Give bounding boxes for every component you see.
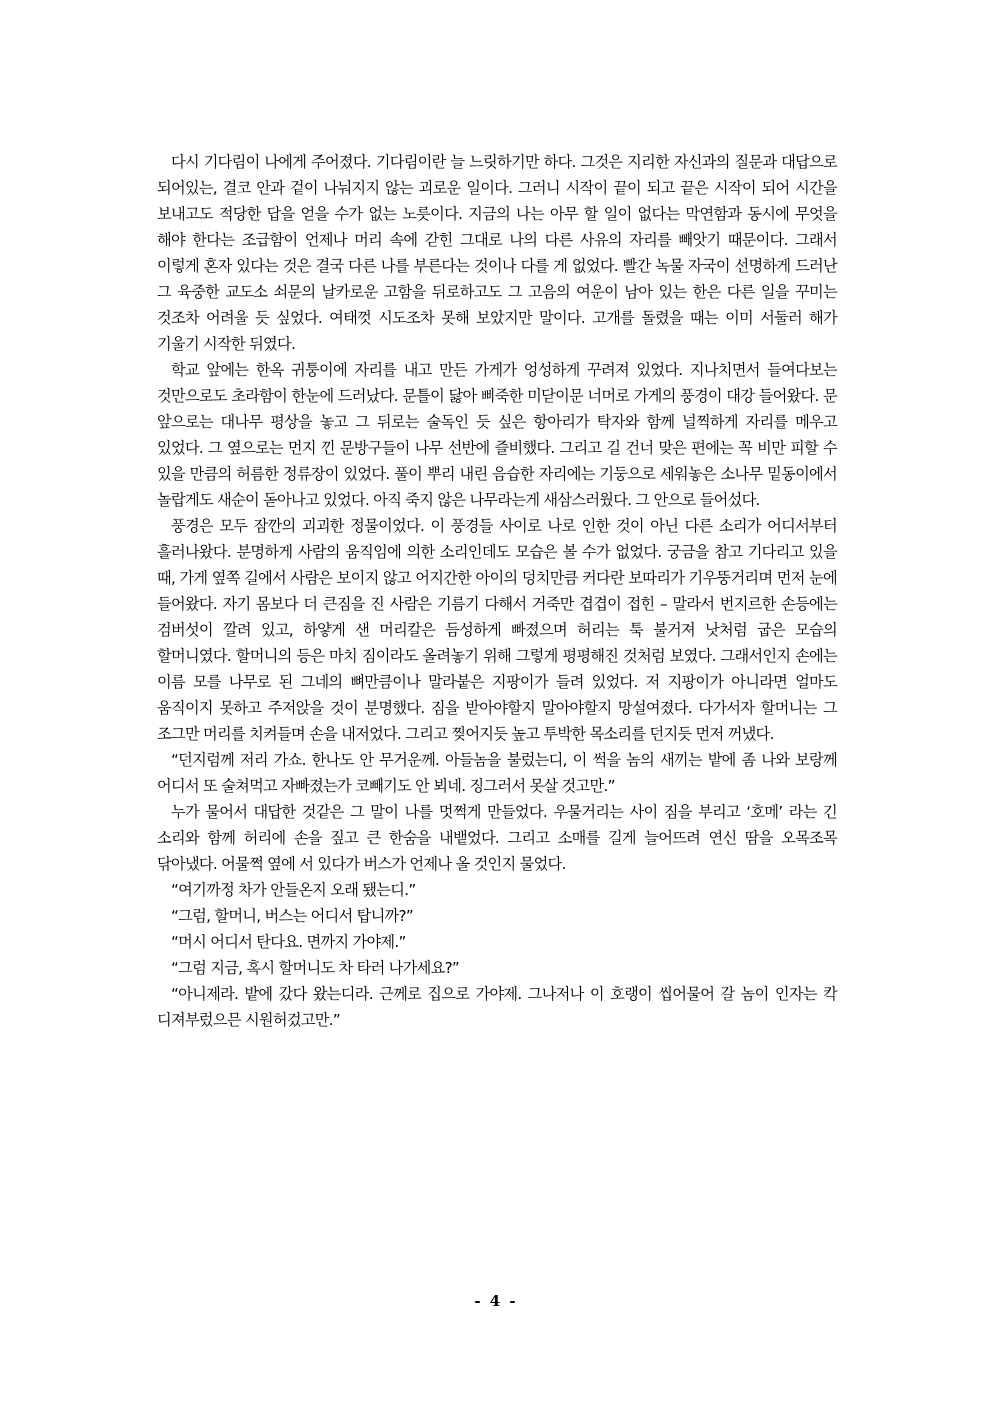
dialogue-line: “그럼, 할머니, 버스는 어디서 탑니까?” <box>171 907 414 925</box>
body-paragraph: 학교 앞에는 한옥 귀퉁이에 자리를 내고 만든 가게가 엉성하게 꾸려져 있었다. 지나치면서 들여다보는 것만으로도 초라함이 한눈에 드러났다. 문틀이 닳아 삐죽한 미닫이문 너머로 가게의 풍경이 대강 들어왔다. 문 앞으로는 대나무 평상을 놓고 그 뒤로는 술독인 듯 싶은 항아리가 탁자와 함께 널찍하게 자리를 메우고 있었다. 그 옆으로는 먼지 낀 문방구들이 나무 선반에 즐비했다. 그리고 길 건너 맞은 편에는 꼭 비만 피할 수 있을 만큼의 허름한 정류장이 있었다. 풀이 뿌리 내린 음습한 자리에는 기둥으로 세워놓은 소나무 밑동이에서 놀랍게도 새순이 돋아나고 있었다. 아직 죽지 않은 나무라는게 새삼스러웠다. 그 안으로 들어섰다. <box>157 361 837 509</box>
dialogue-line: “그럼 지금, 혹시 할머니도 차 타러 나가세요?” <box>171 959 460 977</box>
dialogue-line: “여기까정 차가 안들온지 오래 됐는디.” <box>171 881 416 899</box>
page-number: - 4 - <box>474 1292 518 1310</box>
dialogue-paragraph: “던지럼께 저리 가쇼. 한나도 안 무거운께. 아들놈을 불렀는디, 이 썩을 놈의 새끼는 밭에 좀 나와 보랑께 어디서 또 술쳐먹고 자빠졌는가 코빼기도 안 뵈네. 징그러서 못살 것고만.” <box>157 751 837 795</box>
body-paragraph: 풍경은 모두 잠깐의 괴괴한 정물이었다. 이 풍경들 사이로 나로 인한 것이 아닌 다른 소리가 어디서부터 흘러나왔다. 분명하게 사람의 움직임에 의한 소리인데도 모습은 볼 수가 없었다. 궁금을 참고 기다리고 있을 때, 가게 옆쪽 길에서 사람은 보이지 않고 어지간한 아이의 덩치만큼 커다란 보따리가 기우뚱거리며 먼저 눈에 들어왔다. 자기 몸보다 더 큰짐을 진 사람은 기름기 다해서 거죽만 겹겹이 접힌 – 말라서 번지르한 손등에는 검버섯이 깔려 있고, 하얗게 샌 머리칼은 듬성하게 빠졌으며 허리는 툭 불거져 낫처럼 굽은 모습의 할머니였다. 할머니의 등은 마치 짐이라도 올려놓기 위해 그렇게 평평해진 것처럼 보였다. 그래서인지 손에는 이름 모를 나무로 된 그네의 뼈만큼이나 말라붙은 지팡이가 들려 있었다. 저 지팡이가 아니라면 얼마도 움직이지 못하고 주저앉을 것이 분명했다. 짐을 받아야할지 말아야할지 망설여졌다. 다가서자 할머니는 그 조그만 머리를 치켜들며 손을 내저었다. 그리고 찢어지듯 높고 투박한 목소리를 던지듯 먼저 꺼냈다. <box>157 517 837 743</box>
dialogue-line: “아니제라. 밭에 갔다 왔는디라. 근께로 집으로 가야제. 그나저나 이 호랭이 씹어물어 갈 놈이 인자는 칵 디져부렀으믄 시원허겄고만.” <box>157 985 837 1029</box>
body-paragraph: 다시 기다림이 나에게 주어졌다. 기다림이란 늘 느릿하기만 하다. 그것은 지리한 자신과의 질문과 대답으로 되어있는, 결코 안과 겉이 나눠지지 않는 괴로운 일이다. 그러니 시작이 끝이 되고 끝은 시작이 되어 시간을 보내고도 적당한 답을 얻을 수가 없는 노릇이다. 지금의 나는 아무 할 일이 없다는 막연함과 동시에 무엇을 해야 한다는 조급함이 언제나 머리 속에 갇힌 그대로 나의 다른 사유의 자리를 빼앗기 때문이다. 그래서 이렇게 혼자 있다는 것은 결국 다른 나를 부른다는 것이나 다를 게 없었다. 빨간 녹물 자국이 선명하게 드러난 그 육중한 교도소 쇠문의 날카로운 고함을 뒤로하고도 그 고음의 여운이 남아 있는 한은 다른 일을 꾸미는 것조차 어려울 듯 싶었다. 여태껏 시도조차 못해 보았지만 말이다. 고개를 돌렸을 때는 이미 서둘러 해가 기울기 시작한 뒤였다. <box>157 153 837 353</box>
page-body <box>157 149 837 1033</box>
body-paragraph: 누가 물어서 대답한 것같은 그 말이 나를 멋쩍게 만들었다. 우물거리는 사이 짐을 부리고 ‘호메’ 라는 긴 소리와 함께 허리에 손을 짚고 큰 한숨을 내뱉었다. 그리고 소매를 길게 늘어뜨려 연신 땀을 오목조목 닦아냈다. 어물쩍 옆에 서 있다가 버스가 언제나 올 것인지 물었다. <box>157 803 837 873</box>
dialogue-line: “머시 어디서 탄다요. 면까지 가야제.” <box>171 933 406 951</box>
